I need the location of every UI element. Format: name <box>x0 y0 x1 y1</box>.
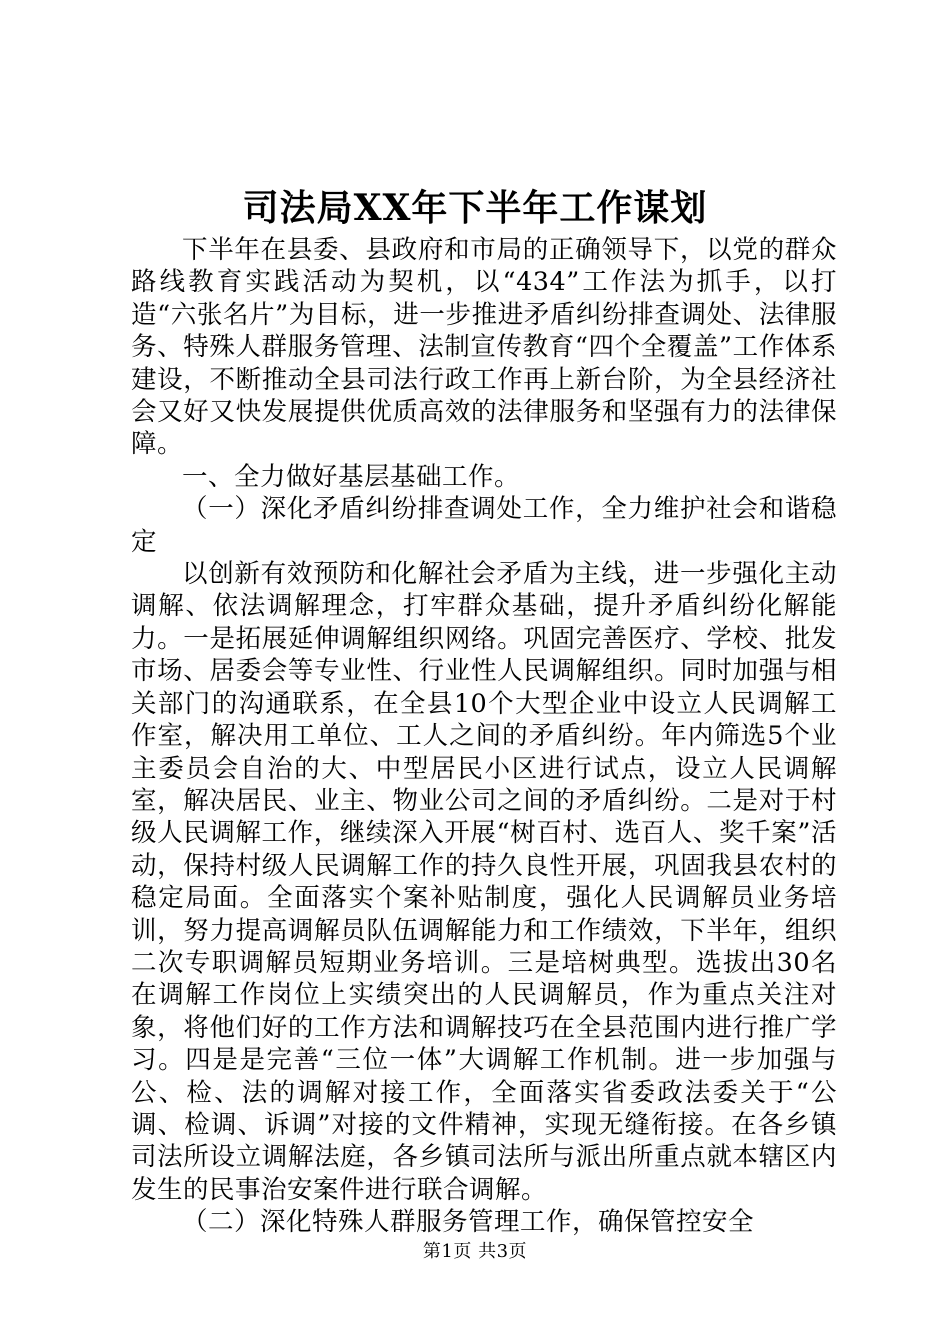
section-heading-1: 一、全力做好基层基础工作。 <box>182 461 521 492</box>
paragraph-intro: 下半年在县委、县政府和市局的正确领导下，以党的群众路线教育实践活动为契机，以“434”工作法为抓手，以打造“六张名片”为目标，进一步推进矛盾纠纷排查调处、法律服务、特殊人群服务管理、法制宣传教育“四个全覆盖”工作体系建设，不断推动全县司法行政工作再上新台阶，为全县经济社会又好又快发展提供优质高效的法律服务和坚强有力的法律保障。 <box>131 235 837 460</box>
subsection-heading-2: （二）深化特殊人群服务管理工作，确保管控安全 <box>182 1207 755 1238</box>
page-number-footer: 第1页 共3页 <box>422 1241 528 1262</box>
subsection-heading-1: （一）深化矛盾纠纷排查调处工作，全力维护社会和谐稳定 <box>131 494 837 557</box>
paragraph-mediation: 以创新有效预防和化解社会矛盾为主线，进一步强化主动调解、依法调解理念，打牢群众基础，提升矛盾纠纷化解能力。一是拓展延伸调解组织网络。巩固完善医疗、学校、批发市场、居委会等专业性、行业性人民调解组织。同时加强与相关部门的沟通联系，在全县10个大型企业中设立人民调解工作室，解决用工单位、工人之间的矛盾纠纷。年内筛选5个业主委员会自治的大、中型居民小区进行试点，设立人民调解室，解决居民、业主、物业公司之间的矛盾纠纷。二是对于村级人民调解工作，继续深入开展“树百村、选百人、奖千案”活动，保持村级人民调解工作的持久良性开展，巩固我县农村的稳定局面。全面落实个案补贴制度，强化人民调解员业务培训，努力提高调解员队伍调解能力和工作绩效，下半年，组织二次专职调解员短期业务培训。三是培树典型。选拔出30名在调解工作岗位上实绩突出的人民调解员，作为重点关注对象，将他们好的工作方法和调解技巧在全县范围内进行推广学习。四是是完善“三位一体”大调解工作机制。进一步加强与公、检、法的调解对接工作，全面落实省委政法委关于“公调、检调、诉调”对接的文件精神，实现无缝衔接。在各乡镇司法所设立调解法庭，各乡镇司法所与派出所重点就本辖区内发生的民事治安案件进行联合调解。 <box>131 559 837 1205</box>
document-body <box>131 234 837 1239</box>
document-title: 司法局XX年下半年工作谋划 <box>242 187 708 229</box>
